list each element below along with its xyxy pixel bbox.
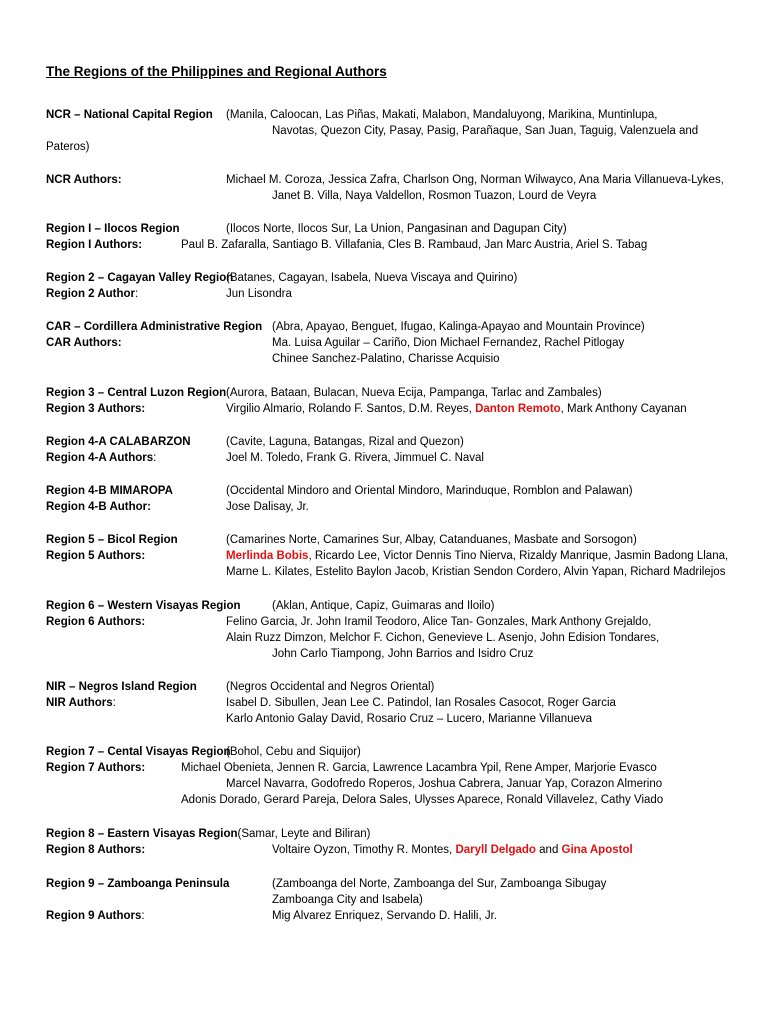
region-places: (Abra, Apayao, Benguet, Ifugao, Kalinga-Apayao and Mountain Province) [272,321,645,333]
authors-label: Region I Authors: [46,239,143,251]
region-places: (Samar, Leyte and Biliran) [237,828,371,840]
region-places: (Aklan, Antique, Capiz, Guimaras and Iloilo) [272,600,495,612]
authors-list: Alain Ruzz Dimzon, Melchor F. Cichon, Genevieve L. Asenjo, John Edision Tondares, [226,632,660,644]
authors-list: Michael Obenieta, Jennen R. Garcia, Lawrence Lacambra Ypil, Rene Amper, Marjorie Evasco [181,762,657,774]
region-label: Region 4-A CALABARZON [46,436,191,448]
region-places: (Zamboanga del Norte, Zamboanga del Sur, Zamboanga Sibugay [272,878,607,890]
region-places: Pateros) [46,141,90,153]
authors-list: Ma. Luisa Aguilar – Cariño, Dion Michael Fernandez, Rachel Pitlogay [272,337,625,349]
authors-list: Joel M. Toledo, Frank G. Rivera, Jimmuel C. Naval [226,452,484,464]
authors-text: Voltaire Oyzon, Timothy R. Montes, [272,844,456,856]
document-title: The Regions of the Philippines and Regional Authors [46,64,387,79]
region-label: Region 5 – Bicol Region [46,534,178,546]
region-header-line [46,826,370,842]
authors-colon: : [141,910,145,922]
region-places: (Aurora, Bataan, Bulacan, Nueva Ecija, Pampanga, Tarlac and Zambales) [226,387,602,399]
region-label: NIR – Negros Island Region [46,681,197,693]
authors-list [272,842,633,858]
authors-label: Region 2 Author [46,288,136,300]
authors-label: CAR Authors: [46,337,122,349]
authors-colon: : [135,288,139,300]
authors-label-line [46,450,156,466]
highlighted-author: Daryll Delgado [455,844,536,856]
authors-label: Region 4-A Authors [46,452,154,464]
authors-list: John Carlo Tiampong, John Barrios and Isidro Cruz [272,648,534,660]
highlighted-author: Danton Remoto [475,403,561,415]
region-places: (Camarines Norte, Camarines Sur, Albay, Catanduanes, Masbate and Sorsogon) [226,534,637,546]
authors-label: Region 4-B Author: [46,501,151,513]
region-places: (Manila, Caloocan, Las Piñas, Makati, Malabon, Mandaluyong, Marikina, Muntinlupa, [226,109,658,121]
region-places: Zamboanga City and Isabela) [272,894,423,906]
authors-list: Chinee Sanchez-Palatino, Charisse Acquisio [272,353,500,365]
authors-label: Region 3 Authors: [46,403,146,415]
region-label: Region 7 – Cental Visayas Region [46,746,231,758]
region-label: Region 2 – Cagayan Valley Region [46,272,234,284]
region-label: Region 8 – Eastern Visayas Region [46,828,238,840]
authors-list: Adonis Dorado, Gerard Pareja, Delora Sales, Ulysses Aparece, Ronald Villavelez, Cathy Viado [181,794,664,806]
authors-label: Region 6 Authors: [46,616,146,628]
authors-label: Region 7 Authors: [46,762,146,774]
authors-label: Region 9 Authors [46,910,142,922]
region-label: Region 6 – Western Visayas Region [46,600,241,612]
authors-list: Jose Dalisay, Jr. [226,501,309,513]
region-label: Region 3 – Central Luzon Region [46,387,227,399]
authors-text: , Ricardo Lee, Victor Dennis Tino Nierva, Rizaldy Manrique, Jasmin Badong Llana, [308,550,729,562]
authors-text: and [535,844,562,856]
authors-colon: : [112,697,116,709]
authors-list: Isabel D. Sibullen, Jean Lee C. Patindol, Ian Rosales Casocot, Roger Garcia [226,697,616,709]
region-places: (Negros Occidental and Negros Oriental) [226,681,435,693]
authors-list: Paul B. Zafaralla, Santiago B. Villafania, Cles B. Rambaud, Jan Marc Austria, Ariel S. Tabag [181,239,648,251]
authors-label: NIR Authors [46,697,113,709]
region-label: Region 4-B MIMAROPA [46,485,173,497]
authors-label-line [46,695,116,711]
authors-label-line [46,908,145,924]
authors-label: Region 8 Authors: [46,844,146,856]
region-places: (Batanes, Cagayan, Isabela, Nueva Viscaya and Quirino) [226,272,518,284]
authors-list: Mig Alvarez Enriquez, Servando D. Halili, Jr. [272,910,497,922]
authors-label-line [46,286,138,302]
authors-list: Michael M. Coroza, Jessica Zafra, Charlson Ong, Norman Wilwayco, Ana Maria Villanueva-Lykes, [226,174,724,186]
authors-list: Jun Lisondra [226,288,292,300]
region-label: NCR – National Capital Region [46,109,213,121]
authors-list: Felino Garcia, Jr. John Iramil Teodoro, Alice Tan- Gonzales, Mark Anthony Grejaldo, [226,616,652,628]
authors-list [226,548,728,564]
highlighted-author: Gina Apostol [561,844,633,856]
region-places: (Ilocos Norte, Ilocos Sur, La Union, Pangasinan and Dagupan City) [226,223,567,235]
region-label: Region I – Ilocos Region [46,223,180,235]
region-label: CAR – Cordillera Administrative Region [46,321,263,333]
highlighted-author: Merlinda Bobis [226,550,309,562]
region-places: Navotas, Quezon City, Pasay, Pasig, Parañaque, San Juan, Taguig, Valenzuela and [272,125,699,137]
authors-colon: : [153,452,157,464]
authors-list [226,401,687,417]
region-places: (Occidental Mindoro and Oriental Mindoro, Marinduque, Romblon and Palawan) [226,485,633,497]
authors-label: NCR Authors: [46,174,122,186]
region-places: (Bohol, Cebu and Siquijor) [226,746,361,758]
authors-text: , Mark Anthony Cayanan [560,403,687,415]
region-places: (Cavite, Laguna, Batangas, Rizal and Quezon) [226,436,464,448]
authors-list: Marne L. Kilates, Estelito Baylon Jacob, Kristian Sendon Cordero, Alvin Yapan, Richard Madrilejos [226,566,726,578]
authors-list: Karlo Antonio Galay David, Rosario Cruz – Lucero, Marianne Villanueva [226,713,593,725]
region-label: Region 9 – Zamboanga Peninsula [46,878,230,890]
authors-list: Marcel Navarra, Godofredo Roperos, Joshua Cabrera, Januar Yap, Corazon Almerino [226,778,663,790]
authors-list: Janet B. Villa, Naya Valdellon, Rosmon Tuazon, Lourd de Veyra [272,190,597,202]
authors-text: Virgilio Almario, Rolando F. Santos, D.M. Reyes, [226,403,476,415]
authors-label: Region 5 Authors: [46,550,146,562]
